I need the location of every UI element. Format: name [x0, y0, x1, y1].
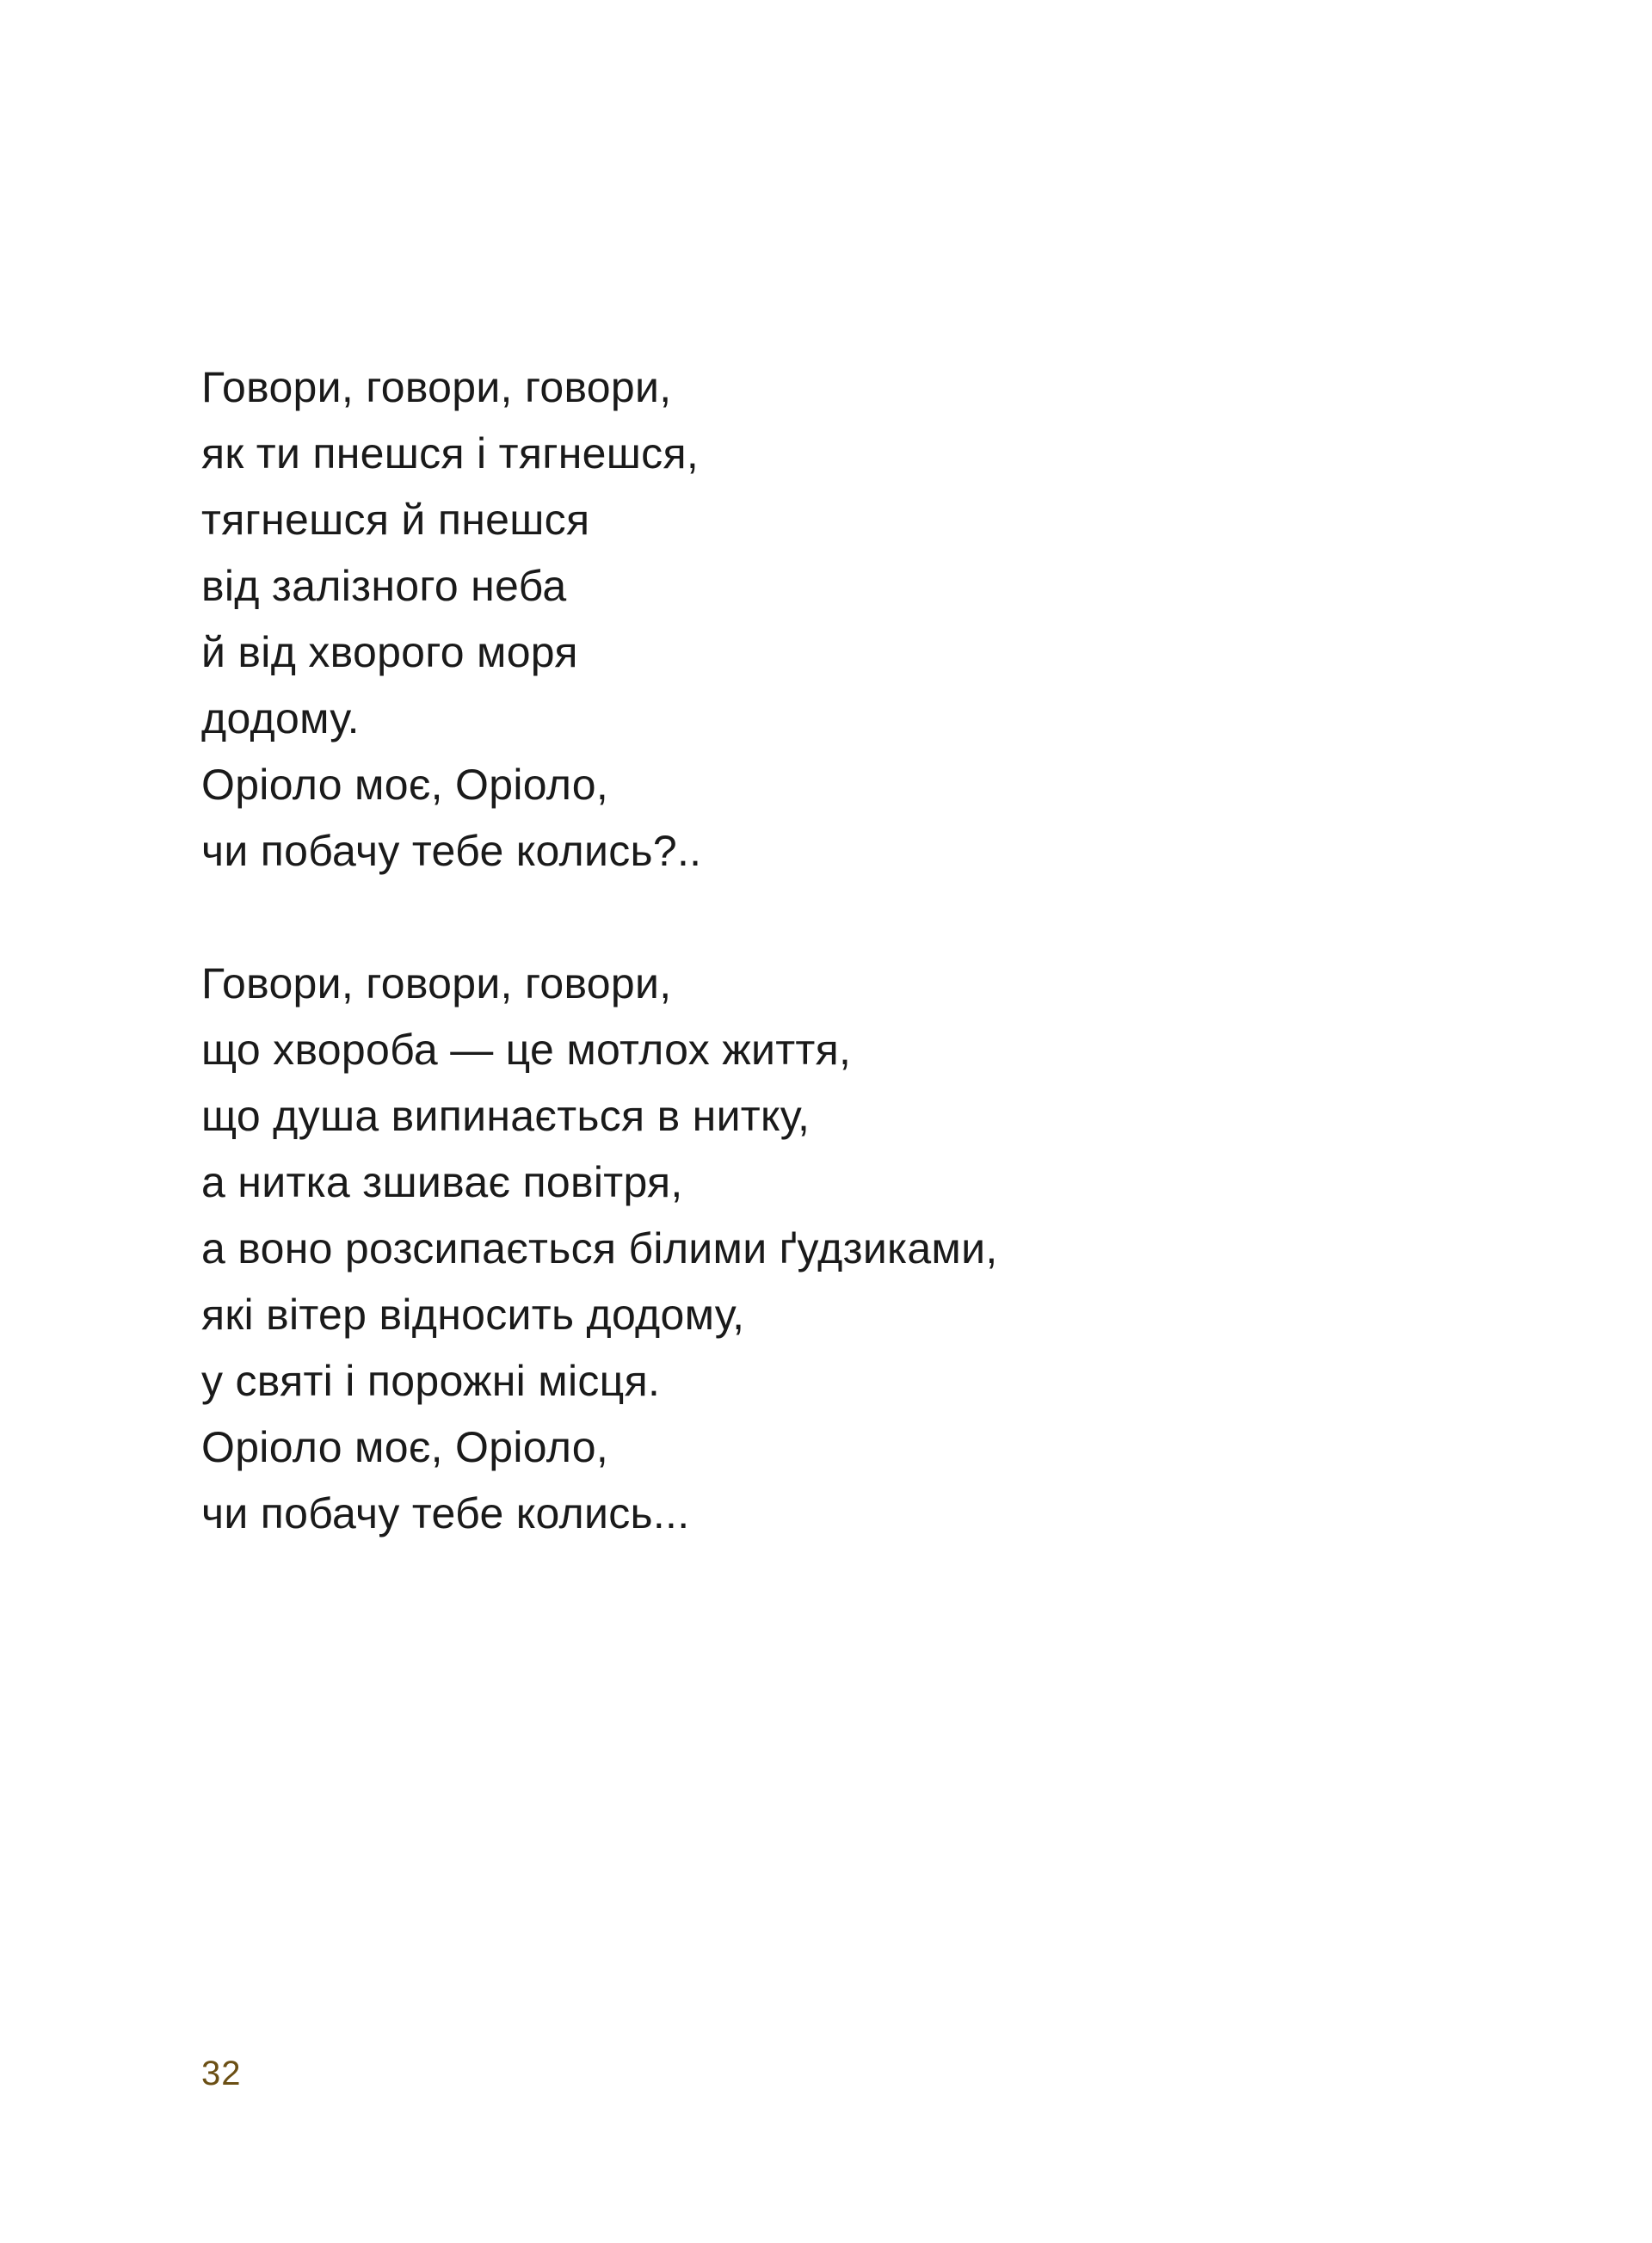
poem-line: Говори, говори, говори, [201, 959, 672, 1008]
poem-line: додому. [201, 694, 360, 743]
poem-line: й від хворого моря [201, 628, 578, 676]
poem [201, 354, 1492, 1547]
poem-line: які вітер відносить додому, [201, 1291, 745, 1339]
poem-line: Оріоло моє, Оріоло, [201, 1423, 609, 1471]
poem-line: від залізного неба [201, 562, 567, 610]
poem-line: чи побачу тебе колись?.. [201, 827, 702, 875]
poem-line: чи побачу тебе колись... [201, 1489, 690, 1537]
poem-line: Оріоло моє, Оріоло, [201, 761, 609, 809]
poem-line: тягнешся й пнешся [201, 496, 590, 544]
poem-line: а воно розсипається білими ґудзиками, [201, 1224, 998, 1272]
poem-line: Говори, говори, говори, [201, 363, 672, 411]
stanza-2 [201, 951, 1492, 1547]
poem-line: що хвороба — це мотлох життя, [201, 1026, 852, 1074]
poem-line: у святі і порожні місця. [201, 1357, 661, 1405]
stanza-1 [201, 354, 1492, 884]
poem-line: що душа випинається в нитку, [201, 1092, 811, 1140]
poem-line: а нитка зшиває повітря, [201, 1158, 683, 1206]
page-number: 32 [201, 2055, 242, 2092]
poem-line: як ти пнешся і тягнешся, [201, 429, 700, 478]
